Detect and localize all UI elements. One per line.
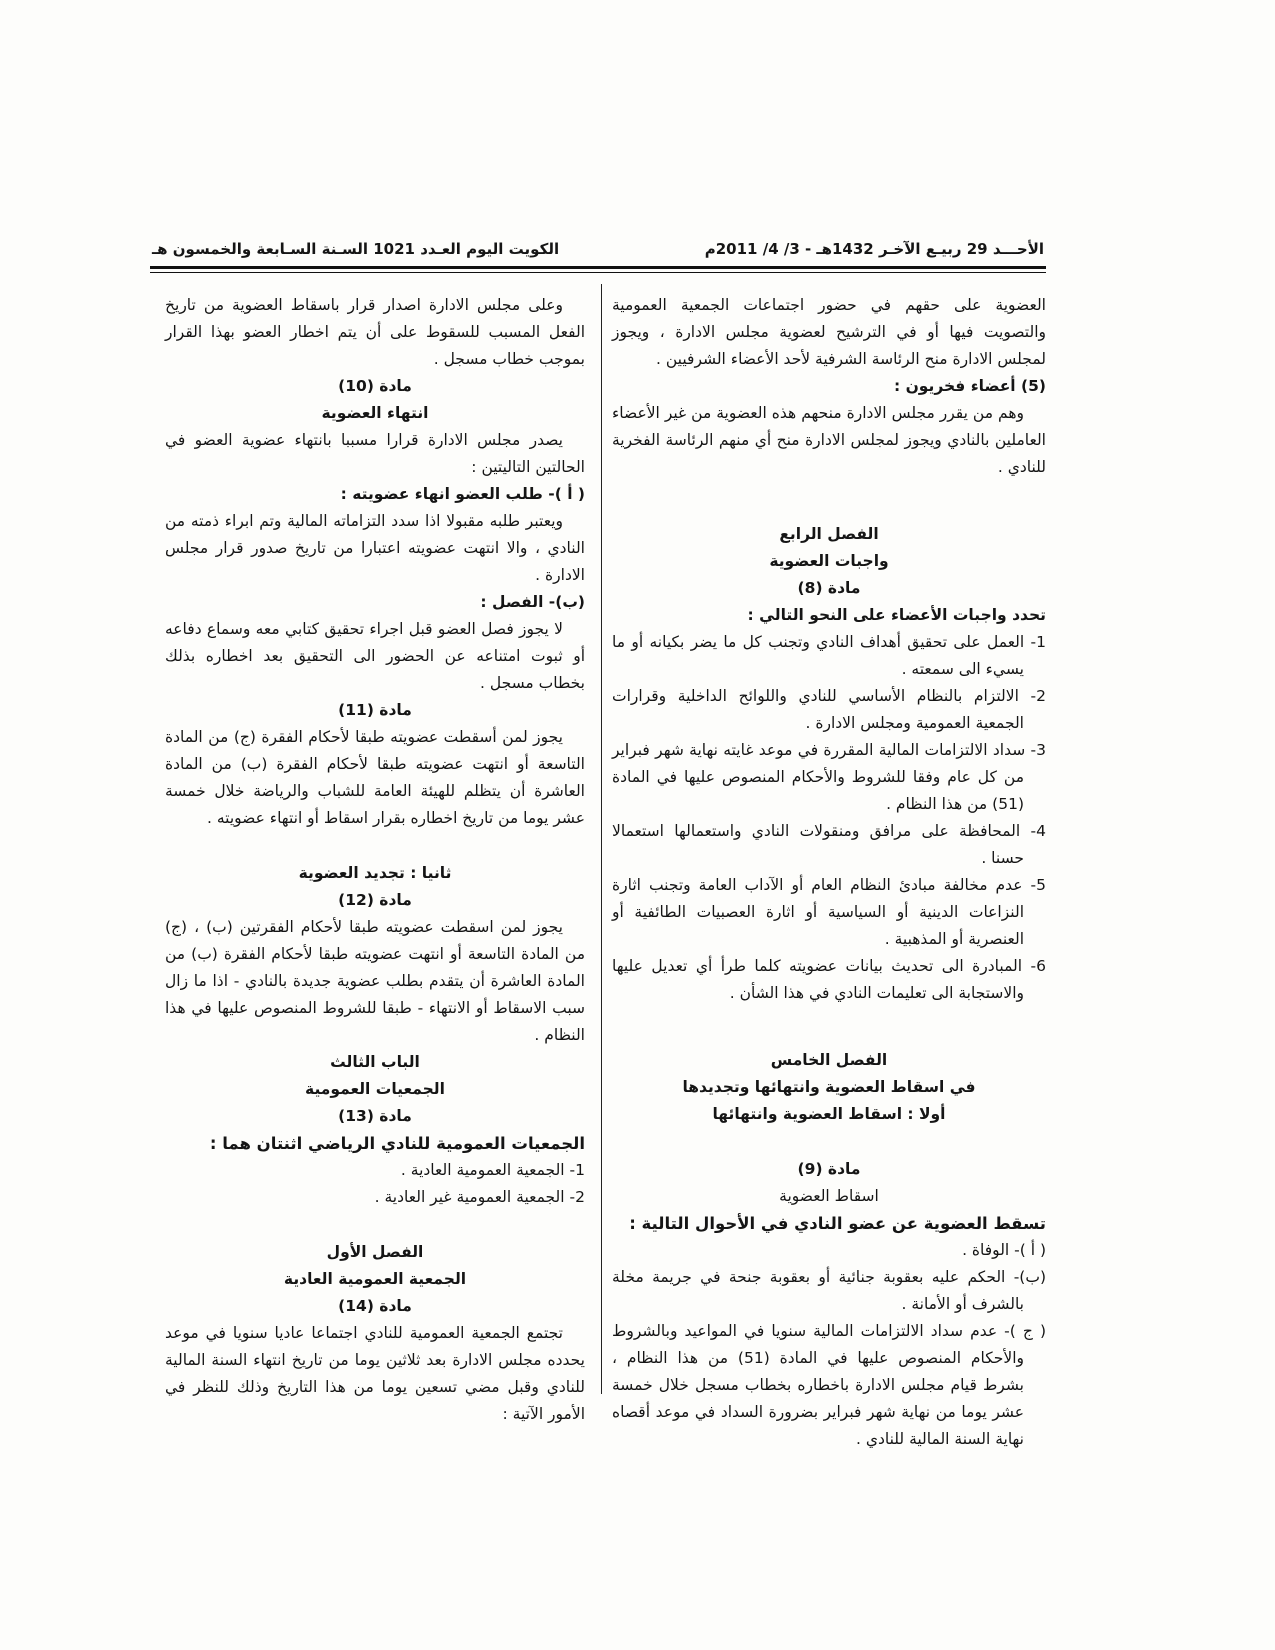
article-title: انتهاء العضوية	[321, 404, 429, 422]
chapter-subtitle: واجبات العضوية	[769, 552, 889, 570]
article-number: مادة (11)	[338, 701, 412, 719]
paragraph: العضوية على حقهم في حضور اجتماعات الجمعية العمومية والتصويت فيها أو في الترشيح لعضوية مجلس الادارة ، ويجوز لمجلس الادارة منح الرئاسة الشرفية لأحد الأعضاء الشرفيين .	[612, 296, 1046, 368]
section-heading: (5) أعضاء فخريون :	[893, 377, 1046, 395]
list-item: ( ج )- عدم سداد الالتزامات المالية سنويا في المواعيد وبالشروط والأحكام المنصوص عليها في المادة (51) من هذا النظام ، بشرط قيام مجلس الادارة باخطاره بخطاب مسجل خلال خمسة عشر يوما من نهاية شهر فبراير بضرورة السداد في موعد أقصاه نهاية السنة المالية للنادي .	[612, 1322, 1046, 1448]
list-item: 2- الجمعية العمومية غير العادية .	[374, 1188, 585, 1206]
list-item: 3- سداد الالتزامات المالية المقررة في موعد غايته نهاية شهر فبراير من كل عام وفقا للشروط والأحكام المنصوص عليها في المادة (51) من هذا النظام .	[612, 741, 1046, 813]
article-number: مادة (10)	[338, 377, 412, 395]
article-intro: الجمعيات العمومية للنادي الرياضي اثنتان هما :	[209, 1134, 585, 1153]
paragraph: لا يجوز فصل العضو قبل اجراء تحقيق كتابي معه وسماع دفاعه أو ثبوت امتناعه عن الحضور الى التحقيق بعد اخطاره بذلك بخطاب مسجل .	[165, 620, 585, 692]
list-item: 6- المبادرة الى تحديث بيانات عضويته كلما طرأ أي تعديل عليها والاستجابة الى تعليمات النادي في هذا الشأن .	[612, 957, 1046, 1002]
article-number: مادة (9)	[797, 1160, 861, 1178]
article-number: مادة (12)	[338, 891, 412, 909]
article-intro: تحدد واجبات الأعضاء على النحو التالي :	[747, 606, 1046, 624]
chapter-title: الفصل الرابع	[779, 525, 879, 543]
spacer	[612, 1007, 1046, 1047]
article-intro: تسقط العضوية عن عضو النادي في الأحوال التالية :	[629, 1214, 1046, 1233]
spacer	[165, 1211, 585, 1239]
right-column	[612, 292, 1046, 1453]
paragraph: وهم من يقرر مجلس الادارة منحهم هذه العضوية من غير الأعضاء العاملين بالنادي ويجوز لمجلس الادارة منح أي منهم الرئاسة الفخرية للنادي .	[612, 404, 1046, 476]
chapter-subtitle: في اسقاط العضوية وانتهائها وتجديدها	[682, 1078, 976, 1096]
part-subtitle: الجمعيات العمومية	[305, 1080, 445, 1098]
list-item: 2- الالتزام بالنظام الأساسي للنادي واللوائح الداخلية وقرارات الجمعية العمومية ومجلس الادارة .	[612, 687, 1046, 732]
list-item: 4- المحافظة على مرافق ومنقولات النادي واستعمالها استعمالا حسنا .	[612, 822, 1046, 867]
case-heading: (ب)- الفصل :	[480, 593, 585, 611]
paragraph: تجتمع الجمعية العمومية للنادي اجتماعا عاديا سنويا في موعد يحدده مجلس الادارة بعد ثلاثين يوما من تاريخ انتهاء السنة المالية للنادي وقبل مضي تسعين يوما من هذا التاريخ وذلك للنظر في الأمور الآتية :	[165, 1324, 585, 1423]
part-title: الباب الثالث	[330, 1053, 420, 1071]
section-title: ثانيا : تجديد العضوية	[298, 864, 452, 882]
list-item: 5- عدم مخالفة مبادئ النظام العام أو الآداب العامة وتجنب اثارة النزاعات الدينية أو السياسية أو اثارة العصبيات الطائفية أو العنصرية أو المذهبية .	[612, 876, 1046, 948]
article-number: مادة (8)	[797, 579, 861, 597]
spacer	[165, 832, 585, 860]
header-date: الأحـــد 29 ربيـع الآخـر 1432هـ - 3/ 4/ 2011م	[704, 240, 1044, 258]
paragraph: يجوز لمن أسقطت عضويته طبقا لأحكام الفقرة (ج) من المادة التاسعة أو انتهت عضويته طبقا لأحكام الفقرة (ب) من المادة العاشرة أن يتظلم للهيئة العامة للشباب والرياضة خلال خمسة عشر يوما من تاريخ اخطاره بقرار اسقاط أو انتهاء عضويته .	[165, 728, 585, 827]
case-heading: ( أ )- طلب العضو انهاء عضويته :	[340, 485, 585, 503]
list-item: ( أ )- الوفاة .	[962, 1241, 1046, 1259]
list-item: (ب)- الحكم عليه بعقوبة جنائية أو بعقوبة جنحة في جريمة مخلة بالشرف أو الأمانة .	[612, 1268, 1046, 1313]
left-column	[165, 292, 585, 1428]
section-title: أولا : اسقاط العضوية وانتهائها	[712, 1105, 946, 1123]
page-header	[152, 236, 1044, 262]
article-number: مادة (13)	[338, 1107, 412, 1125]
header-issue: الكويت اليوم العـدد 1021 السـنة السـابعة والخمسون هـ	[152, 240, 560, 258]
list-item: 1- الجمعية العمومية العادية .	[400, 1161, 585, 1179]
paragraph: يصدر مجلس الادارة قرارا مسببا بانتهاء عضوية العضو في الحالتين التاليتين :	[165, 431, 585, 476]
header-rule-thin	[150, 272, 1046, 273]
column-divider	[601, 284, 602, 1394]
header-rule-thick	[150, 266, 1046, 269]
paragraph: ويعتبر طلبه مقبولا اذا سدد التزاماته المالية وتم ابراء ذمته من النادي ، والا انتهت عضويته اعتبارا من تاريخ صدور قرار مجلس الادارة .	[165, 512, 585, 584]
spacer	[612, 1128, 1046, 1156]
paragraph: يجوز لمن اسقطت عضويته طبقا لأحكام الفقرتين (ب) ، (ج) من المادة التاسعة أو انتهت عضويته طبقا لأحكام الفقرة (ب) من المادة العاشرة أن يتقدم بطلب عضوية جديدة بالنادي - اذا ما زال سبب الاسقاط أو الانتهاء - طبقا للشروط المنصوص عليها في هذا النظام .	[165, 918, 585, 1044]
chapter-subtitle: الجمعية العمومية العادية	[283, 1270, 467, 1288]
article-number: مادة (14)	[338, 1297, 412, 1315]
paragraph: وعلى مجلس الادارة اصدار قرار باسقاط العضوية من تاريخ الفعل المسبب للسقوط على أن يتم اخطار العضو بهذا القرار بموجب خطاب مسجل .	[165, 296, 585, 368]
chapter-title: الفصل الخامس	[770, 1051, 888, 1069]
chapter-title: الفصل الأول	[326, 1243, 424, 1261]
article-title: اسقاط العضوية	[779, 1187, 879, 1205]
list-item: 1- العمل على تحقيق أهداف النادي وتجنب كل ما يضر بكيانه أو ما يسيء الى سمعته .	[612, 633, 1046, 678]
spacer	[612, 481, 1046, 521]
